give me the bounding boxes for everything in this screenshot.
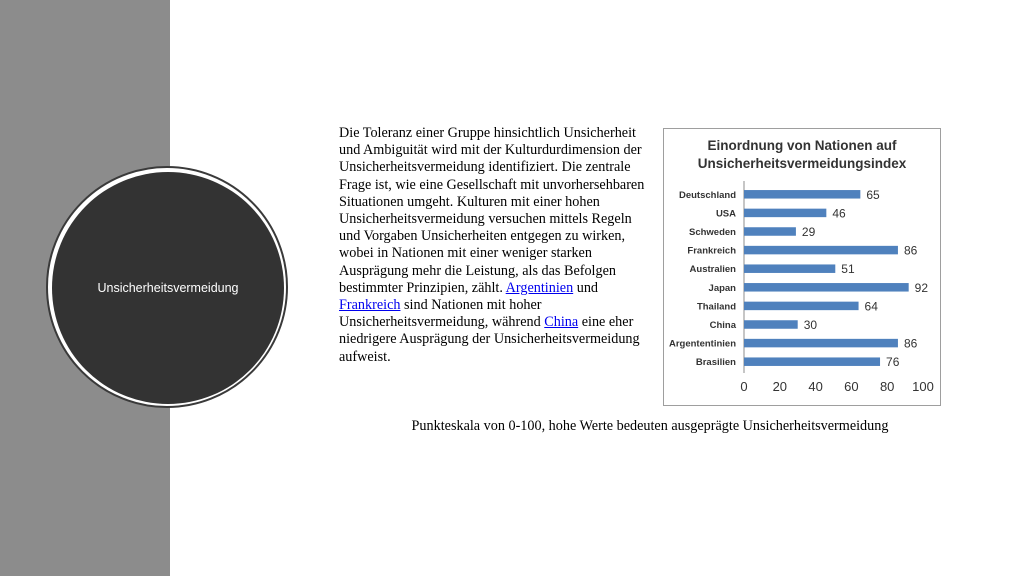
bar xyxy=(744,357,880,366)
link-argentinien[interactable]: Argentinien xyxy=(505,279,574,296)
bar xyxy=(744,264,835,273)
chart-title-line-1: Einordnung von Nationen auf xyxy=(707,138,897,153)
data-label: 92 xyxy=(914,280,929,295)
circle-title: Unsicherheitsvermeidung xyxy=(97,281,239,295)
data-label: 65 xyxy=(866,187,880,202)
category-label: Australien xyxy=(689,264,736,276)
data-label: 30 xyxy=(803,318,818,332)
data-label: 76 xyxy=(886,355,900,370)
x-tick-label: 100 xyxy=(912,379,934,394)
bar xyxy=(744,209,826,218)
paragraph-text-4: eine eher niedrigere Ausprägung der Unsicherheitsvermeidung aufweist. xyxy=(339,314,640,365)
link-china[interactable]: China xyxy=(544,314,579,331)
data-label: 29 xyxy=(801,225,816,239)
bar xyxy=(744,302,859,311)
paragraph-text-3: sind Nationen mit hoher Unsicherheitsvermeidung, während xyxy=(339,297,545,331)
bar xyxy=(744,246,898,255)
category-label: Deutschland xyxy=(678,189,736,201)
scale-caption: Punkteskala von 0-100, hohe Werte bedeuten ausgeprägte Unsicherheitsvermeidung xyxy=(411,418,889,434)
link-frankreich[interactable]: Frankreich xyxy=(339,297,401,314)
data-label: 64 xyxy=(864,299,878,314)
category-label: Brasilien xyxy=(695,357,736,369)
bar xyxy=(744,320,798,329)
category-label: USA xyxy=(715,208,736,220)
category-label: China xyxy=(709,320,736,331)
x-tick-label: 0 xyxy=(740,379,748,394)
paragraph-text-2: und xyxy=(573,279,599,296)
category-label: Argententinien xyxy=(668,338,736,350)
data-label: 46 xyxy=(832,206,846,221)
title-circle xyxy=(52,172,284,404)
category-label: Japan xyxy=(708,282,736,294)
bar xyxy=(744,339,898,348)
bar-chart xyxy=(664,129,939,404)
bar xyxy=(744,190,860,199)
x-tick-label: 40 xyxy=(808,379,823,394)
body-paragraph xyxy=(339,125,651,366)
bar xyxy=(744,227,796,236)
chart-title-line-2: Unsicherheitsvermeidungsindex xyxy=(697,156,907,171)
paragraph-text-1: Die Toleranz einer Gruppe hinsichtlich Unsicherheit und Ambiguität wird mit der Kulturdurdimension der Unsicherheitsvermeidung identifiziert. Die zentrale Frage ist, wie eine Gesellschaft mit unvorhersehbaren Situationen umgeht. Kulturen mit einer hohen Unsicherheitsvermeidung versuchen mittels Regeln und Vorgaben Unsicherheiten entgegen zu wirken, wobei in Nationen mit einer weniger starken Ausprägung mehr die Leistung, als das Befolgen bestimmter Prinzipien, zählt. xyxy=(339,125,645,296)
x-tick-label: 80 xyxy=(879,379,895,394)
bar xyxy=(744,283,909,292)
data-label: 51 xyxy=(841,262,855,277)
data-label: 86 xyxy=(903,336,918,351)
category-label: Schweden xyxy=(689,227,736,238)
data-label: 86 xyxy=(903,243,918,258)
category-label: Thailand xyxy=(696,301,736,313)
x-tick-label: 20 xyxy=(772,379,788,394)
chart-frame xyxy=(663,128,941,406)
x-tick-label: 60 xyxy=(844,379,859,394)
category-label: Frankreich xyxy=(687,245,736,257)
